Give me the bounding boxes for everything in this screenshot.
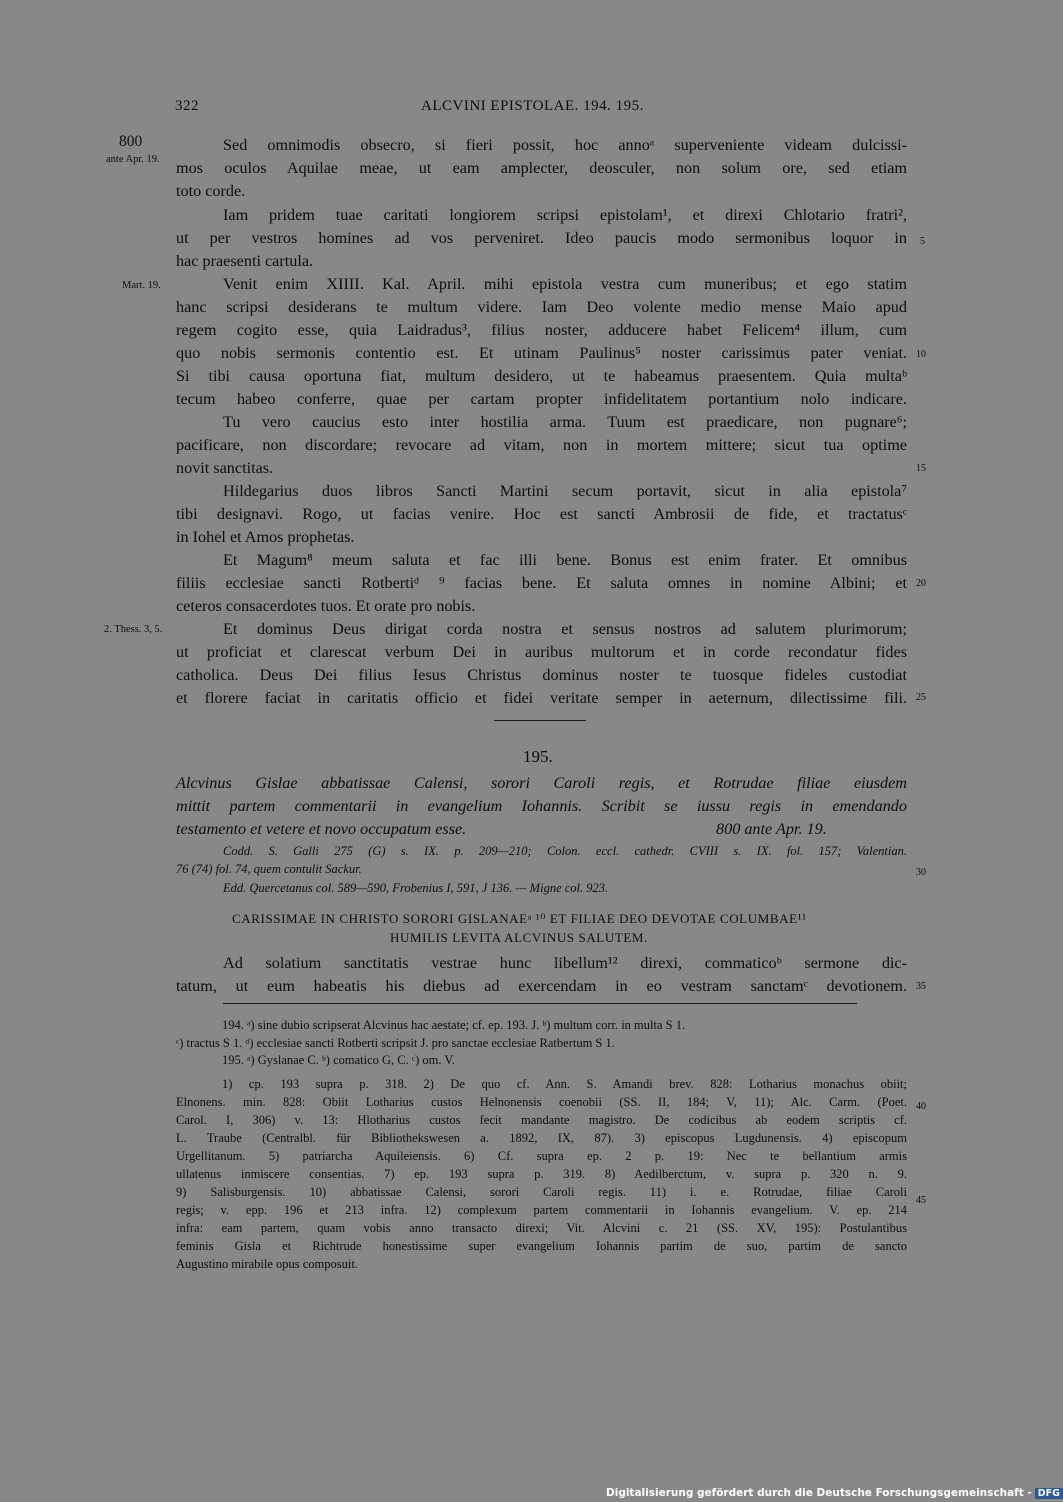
note-line: regis; v. epp. 196 et 213 infra. 12) complexum partem commentarii in Iohannis evangelium. V. ep. 214 xyxy=(176,1203,907,1217)
text-line: ut proficiat et clarescat verbum Dei in auribus multorum et in corde recondatur fides xyxy=(176,643,907,661)
page-number: 322 xyxy=(175,98,199,114)
dfg-logo: DFG xyxy=(1035,1488,1063,1499)
text-line: hac praesenti cartula. xyxy=(176,252,314,270)
codices-line: 76 (74) fol. 74, quem contulit Sackur. xyxy=(176,862,362,876)
line-number: 10 xyxy=(916,349,926,360)
text-line: in Iohel et Amos prophetas. xyxy=(176,528,355,546)
apparatus-line: 195. ᵃ) Gyslanae C. ᵇ) comatico G, C. ᶜ) om. V. xyxy=(222,1053,455,1067)
summary-date: 800 ante Apr. 19. xyxy=(716,820,827,838)
text-line: tatum, ut eum habeatis his diebus ad exercendam in eo vestram sanctamᶜ devotionem. xyxy=(176,977,907,995)
text-line: Hildegarius duos libros Sancti Martini secum portavit, sicut in alia epistola⁷ xyxy=(223,482,907,500)
line-number: 15 xyxy=(916,463,926,474)
text-line: novit sanctitas. xyxy=(176,459,274,477)
text-line: ut per vestros homines ad vos perveniret. Ideo paucis modo sermonibus loquor in xyxy=(176,229,907,247)
note-line: 9) Salisburgensis. 10) abbatissae Calensi, sorori Caroli regis. 11) i. e. Rotrudae, filiae Caroli xyxy=(176,1185,907,1199)
line-number: 5 xyxy=(920,236,925,247)
text-line: Venit enim XIIII. Kal. April. mihi epistola vestra cum muneribus; et ego statim xyxy=(223,275,907,293)
apparatus-line: ᶜ) tractus S 1. ᵈ) ecclesiae sancti Rotberti scripsit J. pro sanctae ecclesiae Ratbertum S 1. xyxy=(176,1036,615,1050)
note-line: 1) cp. 193 supra p. 318. 2) De quo cf. Ann. S. Amandi brev. 828: Lotharius monachus obiit; xyxy=(222,1077,907,1091)
note-line: Elnonens. min. 828: Obiit Lotharius custos Helnonensis coenobii (SS. II, 184; V, 11); Alc. Carm. (Poet. xyxy=(176,1095,907,1109)
text-line: tecum habeo conferre, quae per cartam propter infidelitatem portantium nolo indicare. xyxy=(176,390,907,408)
text-line: catholica. Deus Dei filius Iesus Christus dominus noster te tuosque fideles custodiat xyxy=(176,666,907,684)
note-line: Augustino mirabile opus composuit. xyxy=(176,1257,358,1271)
salutation-line: CARISSIMAE IN CHRISTO SORORI GISLANAEᵃ ¹⁰ ET FILIAE DEO DEVOTAE COLUMBAE¹¹ xyxy=(232,911,807,926)
text-line: pacificare, non discordare; revocare ad vitam, non in mortem mittere; sicut tua optime xyxy=(176,436,907,454)
text-line: Si tibi causa oportuna fiat, multum desidero, ut te habeamus praesentem. Quia multaᵇ xyxy=(176,367,907,385)
text-line: Et Magum⁸ meum saluta et fac illi bene. Bonus est enim frater. Et omnibus xyxy=(223,551,907,569)
text-line: toto corde. xyxy=(176,182,246,200)
text-line: mos oculos Aquilae meae, ut eam amplecter, deosculer, non solum ore, sed etiam xyxy=(176,159,907,177)
margin-thess: 2. Thess. 3, 5. xyxy=(104,624,163,635)
note-line: Carol. I, 306) v. 13: Hlotharius custos fecit mandante magistro. De codicibus ab eodem scriptis cf. xyxy=(176,1113,907,1127)
footnote-rule xyxy=(223,1003,857,1004)
line-number: 25 xyxy=(916,692,926,703)
editions-line: Edd. Quercetanus col. 589—590, Frobenius I, 591, J 136. — Migne col. 923. xyxy=(223,881,609,895)
margin-mart: Mart. 19. xyxy=(122,280,161,291)
line-number: 40 xyxy=(916,1101,926,1112)
text-line: tibi designavi. Rogo, ut facias venire. Hoc est sancti Ambrosii de fide, et tractatusᶜ xyxy=(176,505,907,523)
summary-line: Alcvinus Gislae abbatissae Calensi, sorori Caroli regis, et Rotrudae filiae eiusdem xyxy=(176,774,907,792)
text-line: filiis ecclesiae sancti Rotbertiᵈ ⁹ facias bene. Et saluta omnes in nomine Albini; et xyxy=(176,574,907,592)
text-line: Tu vero caucius esto inter hostilia arma. Tuum est praedicare, non pugnare⁶; xyxy=(223,413,907,431)
line-number: 20 xyxy=(916,578,926,589)
text-line: Iam pridem tuae caritati longiorem scripsi epistolam¹, et direxi Chlotario fratri², xyxy=(223,206,907,224)
line-number: 35 xyxy=(916,981,926,992)
summary-line: testamento et vetere et novo occupatum esse. xyxy=(176,820,467,838)
note-line: feminis Gisla et Richtrude honestissime super evangelium Iohannis partim de suo, partim de sancto xyxy=(176,1239,907,1253)
letter-number: 195. xyxy=(523,747,553,766)
line-number: 45 xyxy=(916,1195,926,1206)
digitization-banner xyxy=(606,1487,1063,1499)
letter-separator xyxy=(494,720,586,721)
margin-date-800: 800 xyxy=(119,133,143,150)
text-line: Et dominus Deus dirigat corda nostra et sensus nostros ad salutem plurimorum; xyxy=(223,620,907,638)
note-line: L. Traube (Centralbl. für Bibliothekswesen a. 1892, IX, 87). 3) episcopus Lugdunensis. 4) episcopum xyxy=(176,1131,907,1145)
note-line: ullatenus inmiscere consentias. 7) ep. 193 supra p. 319. 8) Aedilberctum, v. supra p. 320 n. 9. xyxy=(176,1167,907,1181)
salutation-line: HUMILIS LEVITA ALCVINUS SALUTEM. xyxy=(390,930,648,945)
text-line: et florere faciat in caritatis officio et fidei veritate semper in aeternum, dilectissime fili. xyxy=(176,689,907,707)
text-line: Sed omnimodis obsecro, si fieri possit, hoc annoᵃ superveniente videam dulcissi- xyxy=(223,136,907,154)
note-line: infra: eam partem, quam vobis anno transacto direxi; Vit. Alcvini c. 21 (SS. XV, 195): Postulantibus xyxy=(176,1221,907,1235)
note-line: Urgellitanum. 5) patriarcha Aquileiensis. 6) Cf. supra ep. 2 p. 19: Nec te bellantium armis xyxy=(176,1149,907,1163)
margin-ante-apr: ante Apr. 19. xyxy=(106,154,160,165)
running-title: ALCVINI EPISTOLAE. 194. 195. xyxy=(421,98,644,114)
apparatus-line: 194. ᵃ) sine dubio scripserat Alcvinus hac aestate; cf. ep. 193. J. ᵇ) multum corr. in multa S 1. xyxy=(222,1018,686,1032)
text-line: hanc scripsi desiderans te multum videre. Iam Deo volente medio mense Maio apud xyxy=(176,298,907,316)
summary-line: mittit partem commentarii in evangelium Iohannis. Scribit se iussu regis in emendando xyxy=(176,797,907,815)
banner-text: Digitalisierung gefördert durch die Deutsche Forschungsgemeinschaft - xyxy=(606,1487,1032,1499)
text-line: ceteros consacerdotes tuos. Et orate pro nobis. xyxy=(176,597,476,615)
codices-line: Codd. S. Galli 275 (G) s. IX. p. 209—210; Colon. eccl. cathedr. CVIII s. IX. fol. 157; Valentian. xyxy=(223,844,907,858)
text-line: regem cogito esse, quia Laidradus³, filius noster, adducere habet Felicem⁴ illum, cum xyxy=(176,321,907,339)
text-line: Ad solatium sanctitatis vestrae hunc libellum¹² direxi, commaticoᵇ sermone dic- xyxy=(223,954,907,972)
line-number: 30 xyxy=(916,867,926,878)
text-line: quo nobis sermonis contentio est. Et utinam Paulinus⁵ noster carissimus pater veniat. xyxy=(176,344,907,362)
